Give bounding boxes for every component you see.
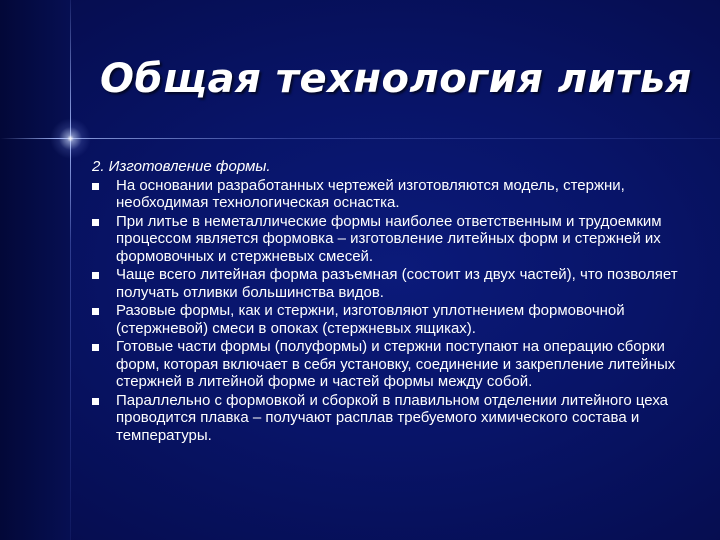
vertical-accent-line	[70, 0, 71, 540]
square-bullet-icon	[92, 183, 99, 190]
square-bullet-icon	[92, 272, 99, 279]
list-item-text: Разовые формы, как и стержни, изготовляют уплотнением формовочной (стержневой) смеси в опоках (стержневых ящиках).	[116, 302, 625, 337]
list-item-text: При литье в неметаллические формы наиболее ответственным и трудоемким процессом является формовка – изготовление литейных форм и стержней их формовочных и стержневых смесей.	[116, 212, 662, 265]
section-heading: 2. Изготовление формы.	[92, 158, 271, 175]
list-item	[92, 302, 692, 337]
square-bullet-icon	[92, 398, 99, 405]
slide-body	[92, 158, 692, 445]
list-item	[92, 392, 692, 445]
square-bullet-icon	[92, 308, 99, 315]
list-item-text: Готовые части формы (полуформы) и стержни поступают на операцию сборки форм, которая включает в себя установку, соединение и закрепление литейных стержней в литейной форме и частей формы между собой.	[116, 338, 676, 390]
slide-title: Общая технология литья	[100, 56, 692, 102]
bullet-list	[92, 177, 692, 445]
list-item-text: На основании разработанных чертежей изготовляются модель, стержни, необходимая технологическая оснастка.	[116, 176, 625, 211]
list-item	[92, 338, 692, 391]
square-bullet-icon	[92, 219, 99, 226]
list-item	[92, 266, 692, 301]
list-item-text: Параллельно с формовкой и сборкой в плавильном отделении литейного цеха проводится плавка – получают расплав требуемого химического состава и температуры.	[116, 391, 668, 444]
list-item	[92, 177, 692, 212]
sparkle-icon	[50, 118, 91, 159]
list-item-text: Чаще всего литейная форма разъемная (состоит из двух частей), что позволяет получать отливки большинства видов.	[116, 266, 678, 301]
horizontal-accent-line	[0, 138, 720, 139]
list-item	[92, 213, 692, 266]
square-bullet-icon	[92, 344, 99, 351]
left-decorative-band	[0, 0, 70, 540]
